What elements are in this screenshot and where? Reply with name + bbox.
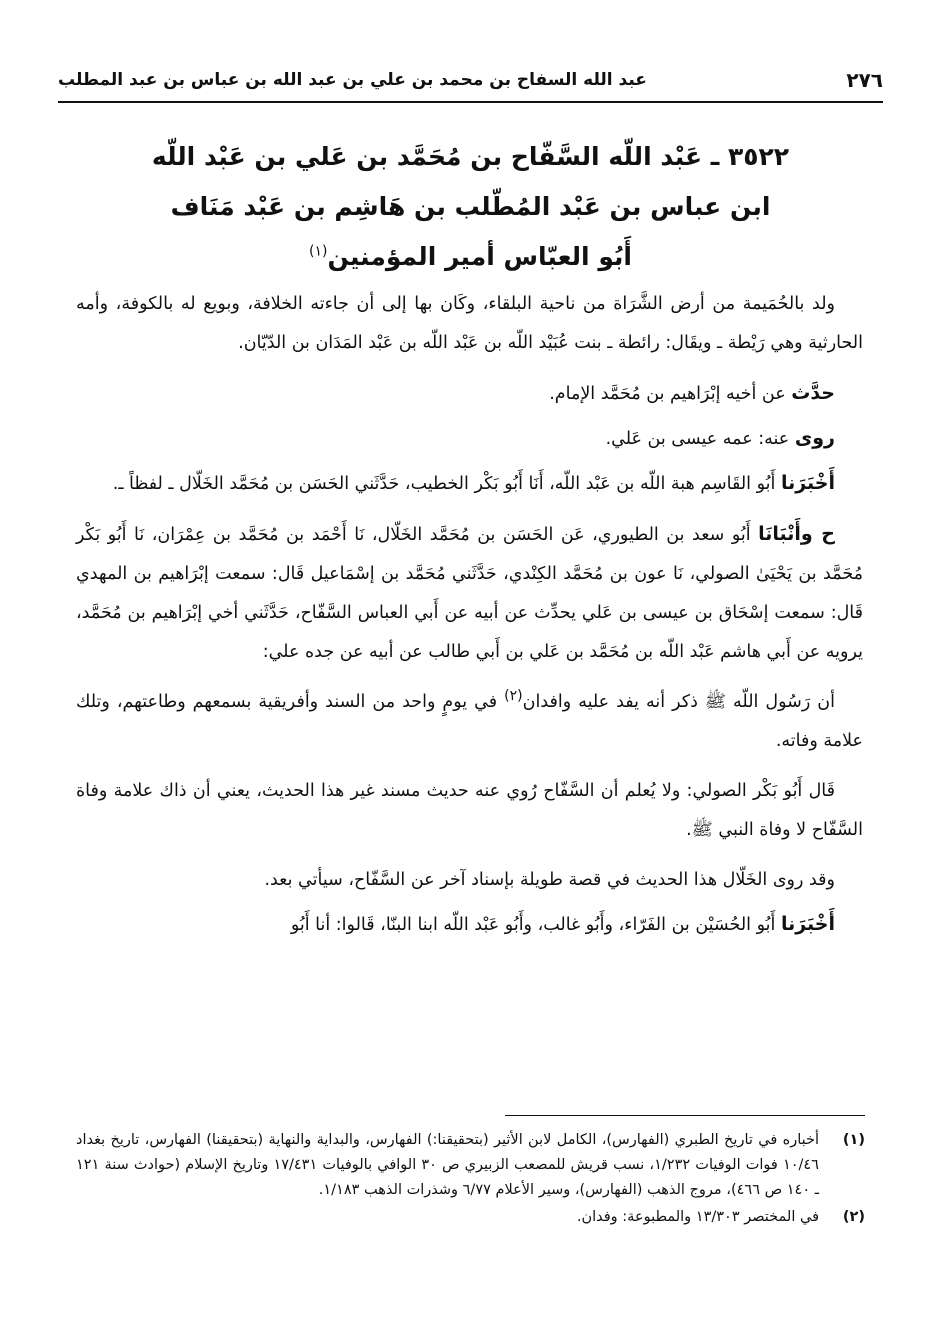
paragraph-khallal-note: وقد روى الخَلّال هذا الحديث في قصة طويلة بإسناد آخر عن السَّفّاح، سيأتي بعد. [264,870,835,890]
keyword-akhbarana-2: أَخْبَرَنا [780,913,835,935]
paragraph-isnad-1-text: أَبُو القَاسِم هبة اللّه بن عَبْد اللّه، أَنَا أَبُو بَكْر الخطيب، حَدَّثَني الحَسَن بن مُحَمَّد الخَلّال ـ لفظاً ـ. [112,474,781,494]
entry-title [80,132,861,282]
paragraph-isnad-2 [76,515,863,672]
paragraph-rawa [76,419,863,459]
paragraph-isnad-2-text: أَبُو سعد بن الطيوري، عَن الحَسَن بن مُحَمَّد الخَلّال، نَا أَحْمَد بن مُحَمَّد بن عِمْرَان، نَا أَبُو بَكْر مُحَمَّد بن يَحْيَىٰ الصولي، نَا عون بن مُحَمَّد الكِنْدي، حَدَّثَني مُحَمَّد بن إسْمَاعيل قَال: سمعت إبْرَاهيم بن المهدي قَال: سمعت إسْحَاق بن عيسى بن عَلي يحدِّث عن أبيه عن أَبي العباس السَّفّاح، حَدَّثَني أخي إبْرَاهيم بن مُحَمَّد، يرويه عن أَبي هاشم عَبْد اللّه بن مُحَمَّد بن عَلي بن أَبي طالب عن أبيه عن جده علي: [76,525,863,662]
keyword-haddatha: حدَّث [791,382,835,404]
keyword-anbana: ح وأَنْبَانَا [758,523,835,545]
footnote-2-text: في المختصر ١٣/٣٠٣ والمطبوعة: وفدان. [576,1209,819,1225]
footnote-1 [76,1128,865,1203]
keyword-akhbarana: أَخْبَرَنا [780,472,835,494]
paragraph-haddatha [76,374,863,414]
entry-title-kunya: أَبُو العبّاس أمير المؤمنين [327,242,632,271]
header-divider [58,101,883,103]
footnotes [76,1128,865,1232]
paragraph-hadith-text-b: في يومٍ واحد من السند وأفريقية بسمعهم وطاعتهم، وتلك علامة وفاته. [76,692,863,751]
footnote-divider [505,1115,865,1116]
paragraph-hadith [76,683,863,761]
running-header [58,62,883,98]
paragraph-isnad-3 [76,905,863,945]
body-text [76,285,863,956]
entry-title-line-2: ابن عباس بن عَبْد المُطّلب بن هَاشِم بن عَبْد مَنَاف [170,192,771,221]
paragraph-hadith-text-a: أن رَسُول اللّه ﷺ ذكر أنه يفد عليه وافدان [522,692,835,712]
footnote-2-marker: (٢) [842,1209,865,1225]
page-number: ٢٧٦ [846,68,883,92]
paragraph-suli-comment: قَال أَبُو بَكْر الصولي: ولا يُعلم أن السَّفّاح رُوي عنه حديث مسند غير هذا الحديث، يعني أن ذاك علامة وفاة السَّفّاح لا وفاة النبي ﷺ. [76,781,863,840]
paragraph-isnad-1 [76,464,863,504]
paragraph-biography: ولد بالحُمَيمة من أرض الشَّرَاة من ناحية البلقاء، وكَان بها إلى أن جاءته الخلافة، وبويع له بالكوفة، وأمه الحارثية وهي رَيْطة ـ ويقَال: رائطة ـ بنت عُبَيْد اللّه بن عَبْد اللّه بن عَبْد المَدَان بن الدّيّان. [76,294,863,353]
footnote-ref-2: (٢) [504,688,523,705]
running-title: عبد الله السفاح بن محمد بن علي بن عبد الله بن عباس بن عبد المطلب [58,70,647,90]
footnote-1-marker: (١) [842,1132,865,1148]
footnote-1-text: أخباره في تاريخ الطبري (الفهارس)، الكامل لابن الأثير (بتحقيقنا:) الفهارس، والبداية والنهاية (بتحقيقنا) الفهارس، تاريخ بغداد ١٠/٤٦ فوات الوفيات ١/٢٣٢، نسب قريش للمصعب الزبيري ص ٣٠ الوافي بالوفيات ١٧/٤٣١ وتاريخ الإسلام (حوادث سنة ١٢١ ـ ١٤٠ ص ٤٦٦)، مروج الذهب (الفهارس)، وسير الأعلام ٦/٧٧ وشذرات الذهب ١/١٨٣. [76,1132,819,1198]
paragraph-haddatha-text: عن أخيه إبْرَاهيم بن مُحَمَّد الإمام. [549,384,792,404]
entry-title-line-1: ٣٥٢٢ ـ عَبْد اللّه السَّفّاح بن مُحَمَّد بن عَلي بن عَبْد اللّه [151,142,790,171]
paragraph-rawa-text: عنه: عمه عيسى بن عَلي. [605,429,795,449]
footnote-ref-1: (١) [309,243,328,260]
keyword-rawa: روى [794,427,835,449]
paragraph-isnad-3-text: أَبُو الحُسَيْن بن الفَرّاء، وأَبُو غالب، وأَبُو عَبْد اللّه ابنا البنّا، قَالوا: أنا أَبُو [290,915,781,935]
entry-title-line-3 [80,232,861,282]
footnote-2 [76,1205,865,1230]
